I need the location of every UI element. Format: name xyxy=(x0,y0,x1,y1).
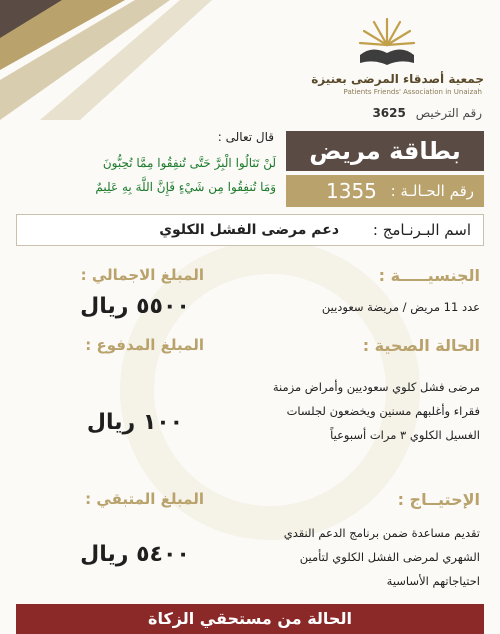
need-label: الإحتيــاج : xyxy=(397,490,480,509)
organization-name-english: Patients Friends' Association in Unaizah xyxy=(343,88,482,96)
case-number-label: رقم الحـالـة : xyxy=(390,182,474,200)
program-label: اسم البـرنـامج : xyxy=(372,221,471,239)
license-info xyxy=(372,106,482,120)
license-label: رقم الترخيص xyxy=(415,106,482,120)
remaining-amount-value: ٥٤٠٠ ريال xyxy=(80,542,190,567)
nationality-value: عدد 11 مريض / مريضة سعوديين xyxy=(321,300,480,314)
health-status-label: الحالة الصحية : xyxy=(362,336,480,355)
verse-line-2: وَمَا تُنفِقُوا مِن شَيْءٍ فَإِنَّ اللَّهَ بِهِ عَلِيمٌ xyxy=(95,180,276,194)
total-amount-label: المبلغ الاجمالي : xyxy=(80,266,204,284)
program-row xyxy=(16,214,484,246)
case-number-value: 1355 xyxy=(326,179,377,203)
license-number: 3625 xyxy=(372,106,406,120)
association-logo-icon xyxy=(352,15,422,71)
corner-decoration xyxy=(0,0,215,120)
paid-amount-value: ١٠٠ ريال xyxy=(86,410,184,435)
verse-line-1: لَنْ تَنَالُوا الْبِرَّ حَتَّى تُنفِقُوا مِمَّا تُحِبُّونَ xyxy=(102,156,276,170)
paid-amount-label: المبلغ المدفوع : xyxy=(85,336,204,354)
need-line-1: تقديم مساعدة ضمن برنامج الدعم النقدي xyxy=(283,526,480,540)
quote-intro: قال تعالى : xyxy=(217,130,274,144)
remaining-amount-label: المبلغ المتبقي : xyxy=(85,490,204,508)
total-amount-value: ٥٥٠٠ ريال xyxy=(80,294,190,319)
zakat-eligibility-banner: الحالة من مستحقي الزكاة xyxy=(16,604,484,634)
case-number-bar xyxy=(286,175,484,207)
card-title: بطاقة مريض xyxy=(286,131,484,171)
organization-name-arabic: جمعية أصدقاء المرضى بعنيزة xyxy=(311,72,484,86)
health-status-line-2: فقراء وأغلبهم مسنين ويخضعون لجلسات xyxy=(286,404,480,418)
health-status-line-1: مرضى فشل كلوي سعوديين وأمراض مزمنة xyxy=(272,380,480,394)
need-line-2: الشهري لمرضى الفشل الكلوي لتأمين xyxy=(299,550,480,564)
health-status-line-3: الغسيل الكلوي ٣ مرات أسبوعياً xyxy=(330,428,480,442)
need-line-3: احتياجاتهم الأساسية xyxy=(386,574,480,588)
nationality-label: الجنسيـــــة : xyxy=(378,266,480,285)
program-value: دعم مرضى الفشل الكلوي xyxy=(159,222,339,238)
